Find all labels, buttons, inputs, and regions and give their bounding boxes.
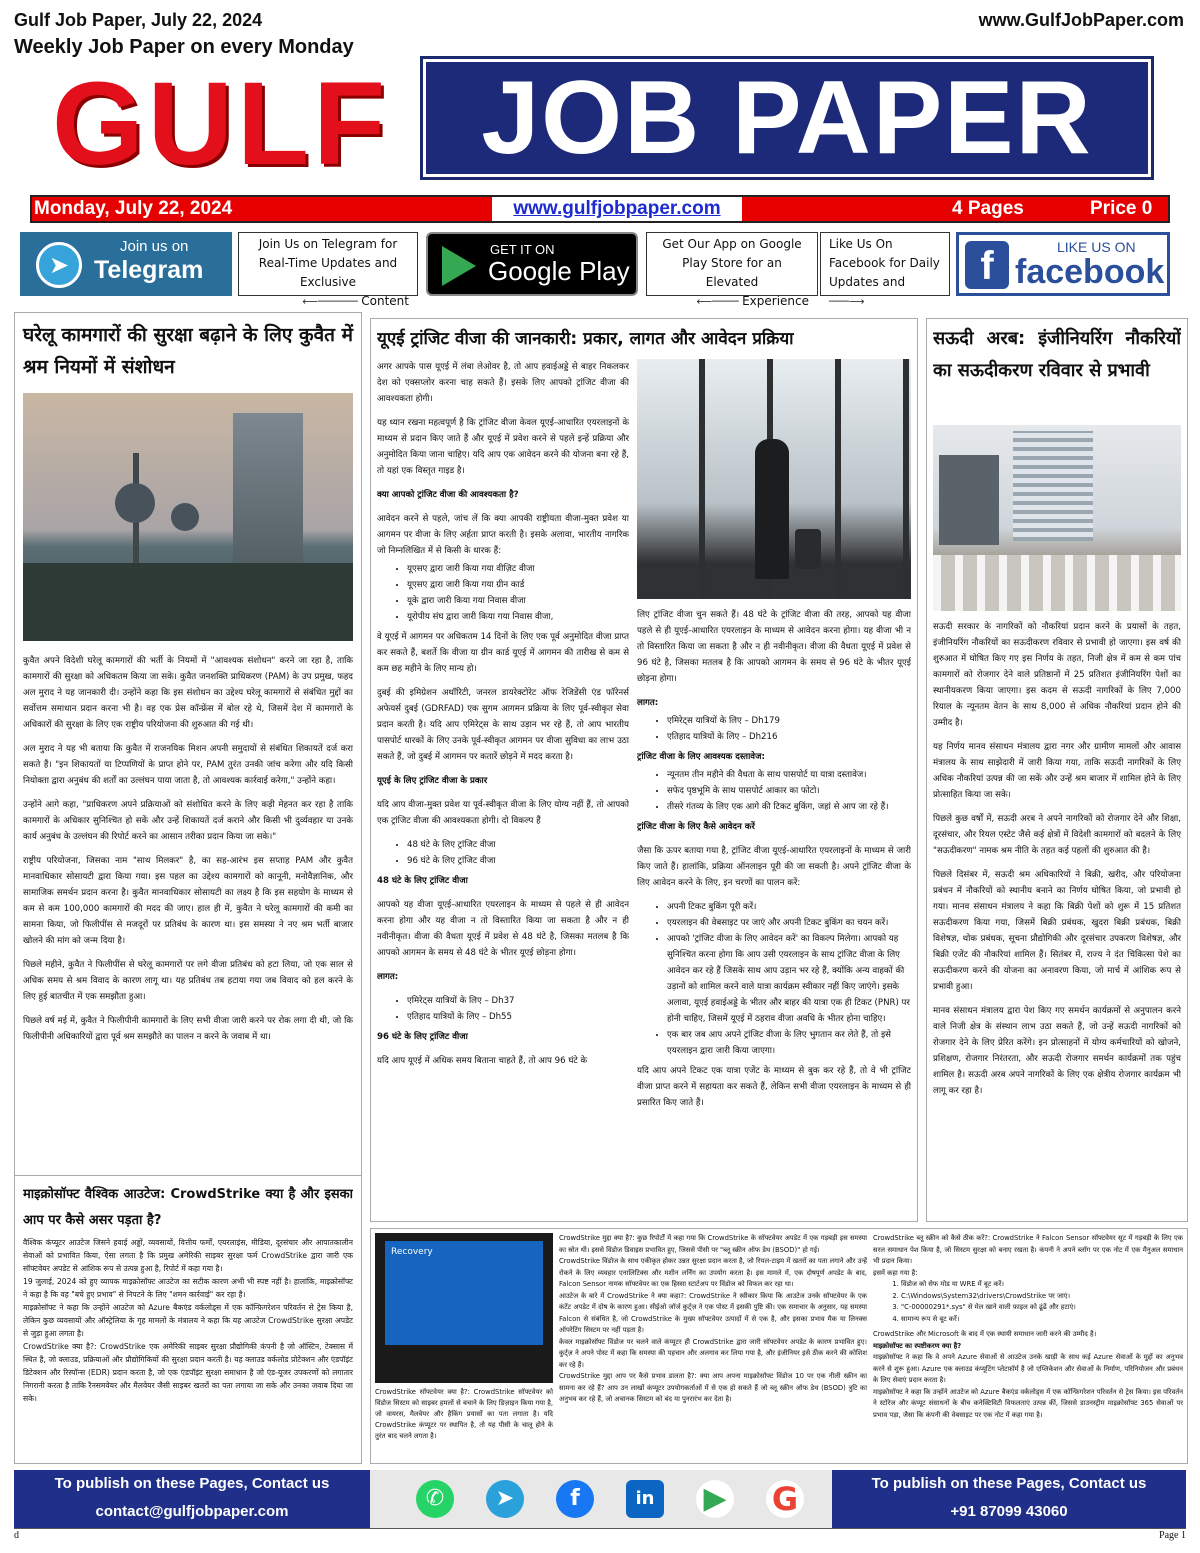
contact-phone[interactable]: +91 87099 43060 [950,1503,1068,1520]
crowdstrike-para: केवल माइक्रोसॉफ्ट विंडोज पर चलने वाले कंप्यूटर ही CrowdStrike द्वारा जारी सॉफ्टवेयर अपडेट के कारण प्रभावित हुए। कुर्ट्ज़ ने अपने पोस्ट में कहा कि समस्या की पहचान और अलगाव कर लिया गया है, और इंजीनियर इसे ठीक करने की कोशिश कर रहे हैं। [559,1337,867,1369]
microsoft-para: 19 जुलाई, 2024 को हुए व्यापक माइक्रोसॉफ्ट आउटेज का सटीक कारण अभी भी स्पष्ट नहीं है। हालांकि, माइक्रोसॉफ्ट ने कहा है कि वह "बचे हुए प्रभाव" से निपटने के लिए "शमन कार्रवाई" कर रहा है। [23,1277,353,1299]
list-item: • सफेद पृष्ठभूमि के साथ पासपोर्ट आकार का फोटो। [667,783,911,799]
telegram-icon: ➤ [36,242,82,288]
kuwait-para: अल मुराद ने यह भी बताया कि कुवैत में राजनयिक मिशन अपनी समुदायों से संबंधित शिकायतें दर्ज करा सकते हैं। "इन शिकायतों या टिप्पणियों के प्राप्त होने पर, PAM तुरंत उनकी जांच करेगा और यदि किसी नियोक्ता द्वारा अनुबंध की शर्तों का उल्लंघन पाया जाता है, तो आवश्यक कार्रवाई करेगा," उन्होंने कहा। [23,744,353,786]
page-bar-left: d [14,1530,19,1541]
page-rule [14,1528,1186,1529]
crowdstrike-para: CrowdStrike ब्लू स्क्रीन को कैसे ठीक करें?: CrowdStrike ने Falcon Sensor सॉफ्टवेयर सूट में गड़बड़ी के लिए एक सरल समाधान पेश किया है, जो सिस्टम सुरक्षा को बनाए रखता है। कंपनी ने अपने ब्लॉग पर एक नोट में एक मैनुअल समाधान भी प्रदान किया। [873,1234,1183,1265]
recovery-screen-photo [375,1233,553,1383]
telegram-badge-big: Telegram [94,256,204,284]
google-play-icon [442,246,476,286]
telegram-promo-tail: Content [361,294,409,308]
uae-para: आपको यह वीजा यूएई-आधारित एयरलाइन के माध्यम से पहले से ही आवेदन करना होगा और यह वीजा न तो विस्तारित किया जा सकता है और न ही नवीनीकृत। वीजा की वैधता यूएई में प्रवेश से 48 घंटे है, जिसका मतलब है कि आपको आगमन के समय से 48 घंटे के भीतर यूएई छोड़ना होगा। [377,900,629,958]
uae-subhead: क्या आपको ट्रांजिट वीजा की आवश्यकता है? [377,490,519,500]
facebook-promo [820,232,950,308]
recovery-screen [385,1241,543,1345]
airport-photo [637,359,911,599]
logo-job-paper [420,56,1154,180]
list-item: • एमिरेट्स यात्रियों के लिए – Dh179 [667,713,911,729]
google-play-small: GET IT ON [490,242,555,257]
telegram-icon[interactable]: ➤ [486,1480,524,1518]
crowdstrike-para: इसमें कहा गया है: [873,1268,918,1277]
logo-gulf: GULF [52,58,390,190]
microsoft-para: CrowdStrike क्या है?: CrowdStrike एक अमेरिकी साइबर सुरक्षा प्रौद्योगिकी कंपनी है जो ऑस्टिन, टेक्सास में स्थित है, जो क्लाउड, प्रक्रियाओं और प्रौद्योगिकियों की सुरक्षा प्रदान करती है। यह क्लाउड वर्कलोड प्रोटेक्शन और एंडपॉइंट डिटेक्शन और रिस्पॉन्स (EDR) प्रदान करता है, जो एक एंडपॉइंट सुरक्षा समाधान है जो एंड-यूजर उपकरणों को लगातार निगरानी करता है ताकि रैनसमवेयर और मैलवेयर जैसी साइबर खतरों का पता लगाया जा सके और उनका जवाब दिया जा सके। [23,1342,353,1403]
date-bar [30,195,1170,223]
list-item: 1. विंडोज को सेफ मोड या WRE में बूट करें। [901,1279,1183,1291]
facebook-promo-tail: Updates and [829,275,906,289]
uae-para: यदि आप यूएई में अधिक समय बिताना चाहते हैं, तो आप 96 घंटे के [377,1056,588,1066]
right-arrow-icon: ───⟶ [829,295,865,308]
kuwait-para: पिछले महीने, कुवैत ने फिलीपींस से घरेलू कामगारों पर लगे वीजा प्रतिबंध को हटा लिया, जो एक साल से अधिक समय से श्रम विवाद के कारण लागू था। यह प्रतिबंध तब हटाया गया जब विवाद को हल करने के लिए हुई बातचीत में एक समझौता हुआ। [23,960,353,1002]
kuwait-para: कुवैत अपने विदेशी घरेलू कामगारों की भर्ती के नियमों में "आवश्यक संशोधन" करने जा रहा है, ताकि कामगारों की सुरक्षा को अधिकतम किया जा सके। कुवैत जनशक्ति प्राधिकरण (PAM) के उप प्रमुख, फहद अल मुराद ने यह जानकारी दी। उन्होंने कहा कि इस संशोधन का उद्देश्य घरेलू कामगारों से संबंधित मुद्दों का सर्वोत्तम समाधान प्रदान करना भी है। वह एक प्रेस कॉन्फ्रेंस में बोल रहे थे, जिसमें देश में कामगारों के अधिकारों की सुरक्षा के लिए एक राष्ट्रीय परियोजना की शुरुआत की गई थी। [23,656,353,730]
saudi-para: मानव संसाधन मंत्रालय द्वारा पेश किए गए समर्थन कार्यक्रमों से अनुपालन करने वाले निजी क्षेत्र के संस्थान लाभ उठा सकते हैं, जो उन्हें सऊदी नागरिकों को रोजगार देने के लिए प्रेरित करेंगे। इन प्रोत्साहनों में योग्य कर्मचारियों को खोजने, प्रशिक्षण, रोजगार निरंतरता, और सऊदी रोजगार समर्थन कार्यक्रमों तक पहुंच शामिल है। सऊदी अरब अपने नागरिकों के लिए एक क्षेत्रीय रोजगार कार्यक्रम भी लागू कर रहा है। [933,1006,1181,1096]
list-item: • अपनी टिकट बुकिंग पूरी करें। [667,899,911,915]
uae-para: यदि आप वीजा-मुक्त प्रवेश या पूर्व-स्वीकृत वीजा के लिए योग्य नहीं हैं, तो आपको एक ट्रांजिट वीजा की आवश्यकता होगी। दो विकल्प हैं [377,800,629,826]
uae-subhead: लागत: [637,698,659,708]
crowdstrike-para: CrowdStrike विंडोज के साथ एकीकृत होकर उन्नत सुरक्षा प्रदान करता है, जो रियल-टाइम में खतरों का पता लगाने और उन्हें रोकने के लिए व्यवहार एनालिटिक्स और मशीन लर्निंग का उपयोग करता है। इस मामले में, एक दोषपूर्ण अपडेट के बाद, Falcon Sensor नामक सॉफ्टवेयर का एक हिस्सा स्टार्टअप पर विंडोज को विफल कर रहा था। [559,1257,867,1288]
crowdstrike-para: CrowdStrike मुद्दा आप पर कैसे प्रभाव डालता है?: क्या आप अपना माइक्रोसॉफ्ट विंडोज 10 पर एक नीली स्क्रीन का सामना कर रहे हैं? आप उन लाखों कंप्यूटर उपयोगकर्ताओं में से एक हो सकते हैं जो ब्लू स्क्रीन ऑफ डेथ (BSOD) त्रुटि का अनुभव कर रहे हैं, जो अचानक सिस्टम को बंद या पुनरारंभ कर देता है। [559,1372,867,1403]
saudi-article [926,318,1188,1222]
paper-date-line: Gulf Job Paper, July 22, 2024 [14,10,263,30]
contact-email[interactable]: contact@gulfjobpaper.com [95,1503,289,1520]
telegram-promo [238,232,418,308]
crowdstrike-para: CrowdStrike और Microsoft के बाद में एक स्थायी समाधान जारी करने की उम्मीद है। [873,1330,1097,1338]
linkedin-icon[interactable]: in [626,1480,664,1518]
list-item: 3. "C-00000291*.sys" से मेल खाने वाली फ़ाइल को ढूंढें और हटाएं। [901,1302,1183,1314]
kuwait-photo [23,393,353,641]
uae-para: वे यूएई में आगमन पर अधिकतम 14 दिनों के लिए एक पूर्व अनुमोदित वीजा प्राप्त कर सकते हैं, बशर्ते कि वीजा या ग्रीन कार्ड यूएई में आगमन की तारीख से कम से कम छह महीने के लिए मान्य हो। [377,632,629,674]
uae-article [370,318,918,1222]
website-link[interactable]: www.gulfjobpaper.com [492,197,742,221]
footer-contact-label: To publish on these Pages, Contact us [54,1475,330,1492]
whatsapp-icon[interactable]: ✆ [416,1480,454,1518]
uae-para: आवेदन करने से पहले, जांच लें कि क्या आपकी राष्ट्रीयता वीजा-मुक्त प्रवेश या आगमन पर वीजा के लिए अर्हता प्राप्त करती है। इसके अलावा, भारतीय नागरिक जो निम्नलिखित में से किसी के धारक हैं: [377,514,629,556]
footer-contact-phone [832,1470,1186,1528]
left-arrow-icon: ⟵──── [696,295,743,308]
google-play-big: Google Play [488,256,630,286]
uae-para: यह ध्यान रखना महत्वपूर्ण है कि ट्रांजिट वीजा केवल यूएई-आधारित एयरलाइनों के माध्यम से प्रदान किए जाते हैं और यूएई में प्रवेश करने से पहले इन्हें प्रक्रिया और अनुमोदित किया जाना चाहिए। यदि आप एक आवेदन करने की योजना बना रहे हैं, तो यहां एक विस्तृत गाइड है। [377,418,629,476]
weekly-tagline: Weekly Job Paper on every Monday [14,36,354,58]
list-item: • एयरलाइन की वेबसाइट पर जाएं और अपनी टिकट बुकिंग का चयन करें। [667,915,911,931]
crowdstrike-para: आउटेज के बारे में CrowdStrike ने क्या कहा?: CrowdStrike ने स्वीकार किया कि आउटेज उनके सॉफ्टवेयर के एक कंटेंट अपडेट में दोष के कारण हुआ। सीईओ जॉर्ज कुर्ट्ज़ ने एक पोस्ट में इसकी पुष्टि की। एक समाचार के अनुसार, यह समस्या Falcon से संबंधित है, जो CrowdStrike के मुख्य सॉफ्टवेयर उत्पादों में से एक है, और इसका प्रभाव मैक या लिनक्स ऑपरेटिंग सिस्टम पर नहीं पड़ता है। [559,1291,867,1334]
crowdstrike-para: माइक्रोसॉफ्ट ने कहा कि वे अपने Azure सेवाओं से आउटेज उनके खाड़ी के साथ कई Azure सेवाओं के मुद्दों का अनुभव करने से शुरू हुआ। Azure एक क्लाउड कंप्यूटिंग प्लेटफ़ॉर्म है जो एप्लिकेशन और सेवाओं के निर्माण, परिनियोजन और प्रबंधन के लिए सेवाएं प्रदान करता है। [873,1353,1183,1384]
uae-para: दुबई की इमिग्रेशन अथॉरिटी, जनरल डायरेक्टोरेट ऑफ रेजिडेंसी एंड फॉरेनर्स अफेयर्स दुबई (GDRFAD) एक सुगम आगमन प्रक्रिया के लिए पूर्व-स्वीकृत सेवा प्रदान करती है। यदि आप एमिरेट्स के साथ उड़ान भर रहे हैं, तो आप भारतीय पासपोर्ट धारकों के लिए उनके पूर्व-स्वीकृत आगमन पर वीजा सुविधा का लाभ उठा सकते हैं, जो दुबई में आगमन पर कतारें छोड़ने में मदद करता है। [377,688,629,762]
list-item: • आपको 'ट्रांजिट वीजा के लिए आवेदन करें' का विकल्प मिलेगा। आपको यह सुनिश्चित करना होगा कि आप उसी एयरलाइन के साथ ट्रांजिट वीजा के लिए आवेदन कर रहे हैं जिसके साथ आप उड़ान भर रहे हैं, क्योंकि अन्य वाहकों की उड़ानों को शामिल करने वाले यात्रा कार्यक्रम स्वीकार नहीं किए जाएंगे। इसके अलावा, यूएई हवाईअड्डे के भीतर और बाहर की यात्रा एक ही टिकट (PNR) पर होनी चाहिए, जिसमें यूएई में ठहराव वीजा अवधि के भीतर होना चाहिए। [667,931,911,1027]
google-play-badge[interactable] [426,232,638,296]
footer-contact-label: To publish on these Pages, Contact us [871,1475,1147,1492]
saudi-photo [933,425,1181,611]
saudi-para: पिछले कुछ वर्षों में, सऊदी अरब ने अपने नागरिकों को रोजगार देने और शिक्षा, दूरसंचार, और रियल एस्टेट जैसे कई क्षेत्रों में विदेशी कामगारों को बदलने के लिए "सऊदीकरण" नामक श्रम नीति के तहत कई पहलों की शुरुआत की है। [933,814,1181,856]
microsoft-para: वैश्विक कंप्यूटर आउटेज जिसने हवाई अड्डों, व्यवसायों, वित्तीय फर्मों, एयरलाइंस, मीडिया, दूरसंचार और आपातकालीन सेवाओं को प्रभावित किया, ऐसा लगता है कि प्रमुख अमेरिकी साइबर सुरक्षा फर्म CrowdStrike द्वारा जारी एक सॉफ्टवेयर अपडेट से आंशिक रूप से उत्पन्न हुआ है, रिपोर्ट में कहा गया है। [23,1238,353,1273]
crowdstrike-caption: CrowdStrike सॉफ्टवेयर क्या है?: CrowdStrike सॉफ्टवेयर को विंडोज सिस्टम को साइबर हमलों से बचाने के लिए डिज़ाइन किया गया है, जो वायरस, मैलवेयर और हैकिंग प्रयासों का पता लगाता है। यदि CrowdStrike कंप्यूटर पर स्थापित है, तो यह पीसी के चालू होने के तुरंत बाद चलने लगता है। [375,1388,553,1440]
page-number: Page 1 [1159,1530,1186,1541]
list-item: • यूएसए द्वारा जारी किया गया ग्रीन कार्ड [407,577,629,593]
uae-cost-96-list [667,713,911,745]
uae-headline: यूएई ट्रांजिट वीजा की जानकारी: प्रकार, लागत और आवेदन प्रक्रिया [377,329,794,349]
footer [14,1470,1186,1528]
facebook-badge-small: LIKE US ON [1057,239,1136,255]
uae-para: लिए ट्रांजिट वीजा चुन सकते हैं। 48 घंटे के ट्रांजिट वीजा की तरह, आपको यह वीजा पहले से ही यूएई-आधारित एयरलाइन के माध्यम से आवेदन करना होगा। यह वीजा भी न तो विस्तारित किया जा सकता है और न ही नवीनीकृत। वीजा की वैधता यूएई में प्रवेश से 96 घंटे है, जिसका मतलब है कि आपको आगमन के समय से 96 घंटे के भीतर यूएई छोड़ना होगा। [637,610,911,684]
facebook-promo-text: Like Us On Facebook for Daily [829,237,940,270]
app-promo-text: Get Our App on Google Play Store for an Elevated [662,237,802,289]
facebook-badge[interactable] [956,232,1170,296]
saudi-headline: सऊदी अरब: इंजीनियरिंग नौकरियों का सऊदीकरण रविवार से प्रभावी [933,328,1181,381]
issue-date: Monday, July 22, 2024 [34,198,233,219]
uae-para: यदि आप अपने टिकट एक यात्रा एजेंट के माध्यम से बुक कर रहे हैं, तो वे भी ट्रांजिट वीजा प्राप्त करने में सहायता कर सकते हैं, लेकिन सभी वीजा एयरलाइन के माध्यम से ही प्रसारित किए जाते हैं। [637,1066,911,1108]
list-item: • एमिरेट्स यात्रियों के लिए – Dh37 [407,993,629,1009]
uae-docs-list [667,767,911,815]
list-item: • एतिहाद यात्रियों के लिए – Dh55 [407,1009,629,1025]
uae-types-list [407,837,629,869]
uae-cost-48-list [407,993,629,1025]
uae-subhead: ट्रांजिट वीजा के लिए आवश्यक दस्तावेज: [637,752,765,762]
saudi-para: पिछले दिसंबर में, सऊदी श्रम अधिकारियों ने बिक्री, खरीद, और परियोजना प्रबंधन में नौकरियों को स्थानीय बनाने का निर्णय घोषित किया, जो प्रभावी हो गया। मानव संसाधन मंत्रालय ने कहा कि बिक्री पेशों को शुरू में 15 प्रतिशत सऊदीकरण किया गया, जिसमें बिक्री प्रबंधक, खुदरा बिक्री प्रबंधक, बिक्री विशेषज्ञ, थोक प्रबंधक, सूचना प्रौद्योगिकी और दूरसंचार उपकरण विशेषज्ञ, और बिक्री एजेंट की नौकरियां शामिल हैं। सितंबर में, राज्य ने दंत चिकित्सा पेशे का सऊदीकरण करने की योजना का अनावरण किया, जो मार्च में आंशिक रूप से प्रभावी हुआ। [933,870,1181,992]
uae-subhead: 96 घंटे के लिए ट्रांजिट वीजा [377,1032,468,1042]
list-item: • 48 घंटे के लिए ट्रांजिट वीजा [407,837,629,853]
crowdstrike-para: CrowdStrike मुद्दा क्या है?: कुछ रिपोर्टों में कहा गया कि CrowdStrike के सॉफ्टवेयर अपडेट में एक गड़बड़ी इस समस्या का स्रोत थी। इससे विंडोज डिवाइस प्रभावित हुए, जिससे पीसी पर "ब्लू स्क्रीन ऑफ डेथ (BSOD)" हो गई। [559,1234,867,1254]
crowdstrike-article [370,1228,1188,1464]
telegram-badge-small: Join us on [120,238,189,255]
list-item: 4. सामान्य रूप से बूट करें। [901,1314,1183,1326]
recovery-screen-text: Recovery [391,1247,433,1257]
microsoft-headline: माइक्रोसॉफ्ट वैश्विक आउटेज: CrowdStrike क्या है और इसका आप पर कैसे असर पड़ता है? [23,1187,353,1228]
list-item: • 96 घंटे के लिए ट्रांजिट वीजा [407,853,629,869]
facebook-badge-big: facebook [1015,253,1165,291]
telegram-promo-text: Join Us on Telegram for Real-Time Updates and Exclusive [258,237,398,289]
uae-subhead: 48 घंटे के लिए ट्रांजिट वीजा [377,876,468,886]
left-arrow-icon: ⟵────── [302,295,362,308]
list-item: • एक बार जब आप अपने ट्रांजिट वीजा के लिए भुगतान कर लेते हैं, तो इसे एयरलाइन द्वारा जारी किया जाएगा। [667,1027,911,1059]
footer-contact-email [14,1470,370,1528]
price: Price 0 [1090,198,1153,219]
saudi-para: यह निर्णय मानव संसाधन मंत्रालय द्वारा नगर और ग्रामीण मामलों और आवास मंत्रालय के साथ साझेदारी में जारी किया गया, ताकि सऊदी नागरिकों के लिए अधिक नौकरियां उत्पन्न की जा सकें और उन्हें श्रम बाजार में शामिल होने के लिए प्रोत्साहित किया जा सके। [933,742,1181,800]
uae-para: जैसा कि ऊपर बताया गया है, ट्रांजिट वीजा यूएई-आधारित एयरलाइनों के माध्यम से जारी किए जाते हैं। हालांकि, प्रक्रिया ऑनलाइन पूरी की जा सकती है। अपने ट्रांजिट वीजा के लिए आवेदन करने के लिए, इन चरणों का पालन करें: [637,846,911,888]
telegram-badge[interactable] [20,232,232,296]
crowdstrike-para: माइक्रोसॉफ्ट ने कहा कि उन्होंने आउटेज को Azure बैकएंड वर्कलोड्स में एक कॉन्फ़िगरेशन परिवर्तन से ट्रेस किया। इस परिवर्तन ने स्टोरेज और कंप्यूट संसाधनों के बीच कनेक्टिविटी विफलताएं उत्पन्न कीं, जिससे डाउनस्ट्रीम माइक्रोसॉफ्ट 365 सेवाओं पर प्रभाव पड़ा, जैसा कि कंपनी की वेबसाइट पर एक नोट में कहा गया है। [873,1387,1183,1419]
kuwait-headline: घरेलू कामगारों की सुरक्षा बढ़ाने के लिए कुवैत में श्रम नियमों में संशोधन [23,324,353,378]
list-item: • यूएसए द्वारा जारी किया गया वीज़िट वीजा [407,561,629,577]
crowdstrike-steps [901,1279,1183,1325]
microsoft-para: माइक्रोसॉफ्ट ने कहा कि उन्होंने आउटेज को Azure बैकएंड वर्कलोड्स में एक कॉन्फ़िगरेशन परिवर्तन से ट्रेस किया है, लेकिन कुछ व्यवसायों और ऑस्ट्रेलिया के गृह मामलों के मंत्रालय ने कहा कि यह आउटेज CrowdStrike सुरक्षा अपडेट से जुड़ा हुआ लगता है। [23,1303,353,1338]
uae-subhead: ट्रांजिट वीजा के लिए कैसे आवेदन करें [637,822,755,832]
list-item: • तीसरे गंतव्य के लिए एक आगे की टिकट बुकिंग, जहां से आप जा रहे हैं। [667,799,911,815]
facebook-icon[interactable]: f [556,1480,594,1518]
facebook-icon: f [965,241,1009,289]
google-play-icon[interactable]: ▶ [696,1480,734,1518]
kuwait-para: राष्ट्रीय परियोजना, जिसका नाम "साथ मिलकर" है, का सह-आरंभ इस सप्ताह PAM और कुवैत मानवाधिकार सोसायटी द्वारा किया गया। इस पहल का उद्देश्य कामगारों को कानूनी, मनोवैज्ञानिक, और सामाजिक समर्थन प्रदान करना है। कुवैत मानवाधिकार सोसायटी का लक्ष्य है कि इस सहयोग के माध्यम से कम से कम 100,000 कामगारों की मदद की जाए। हाल ही में, कुवैत ने घरेलू कामगारों की कमी का सामना किया, जो फिलीपींस से मजदूरों पर प्रतिबंध के कारण था। इस समस्या ने नए श्रम भर्ती बाजार खोलने की मांग को जन्म दिया है। [23,856,353,946]
saudi-para: सऊदी सरकार के नागरिकों को नौकरियां प्रदान करने के प्रयासों के तहत, इंजीनियरिंग नौकरियों का सऊदीकरण रविवार से प्रभावी हो जाएगा। इस वर्ष की शुरुआत में घोषित किए गए इस निर्णय के तहत, निजी क्षेत्र में कम से कम पांच कामगारों को रोजगार देने वाले प्रतिष्ठानों में 25 प्रतिशत इंजीनियरिंग पेशों का स्थानीयकरण किया जाएगा। इस कदम से सऊदी नागरिकों के लिए 7,000 रियाल के न्यूनतम वेतन के साथ 8,000 से अधिक नौकरियां प्रदान होने की उम्मीद है। [933,622,1181,728]
uae-para: अगर आपके पास यूएई में लंबा लेओवर है, तो आप हवाईअड्डे से बाहर निकलकर देश को एक्सप्लोर करना चाह सकते हैं। इसके लिए आपको ट्रांजिट वीजा की आवश्यकता होगी। [377,362,629,404]
app-promo-tail: Experience [742,294,809,308]
page-count: 4 Pages [952,198,1024,219]
uae-subhead: लागत: [377,972,399,982]
list-item: 2. C:\Windows\System32\drivers\CrowdStrike पर जाएं। [901,1291,1183,1303]
kuwait-para: उन्होंने आगे कहा, "प्राधिकरण अपने प्रक्रियाओं को संशोधित करने के लिए कड़ी मेहनत कर रहा है ताकि कामगारों के अधिकार सुनिश्चित हो सकें और उन्हें शिकायतें दर्ज कराने और किसी भी दुर्व्यवहार या उनके कार्य अनुबंध के उल्लंघन की रिपोर्ट करने का आसान तरीका प्रदान किया जा सके।" [23,800,353,842]
google-icon[interactable]: G [766,1480,804,1518]
crowdstrike-subhead: माइक्रोसॉफ्ट का स्पष्टीकरण क्या है? [873,1341,962,1350]
list-item: • यूके द्वारा जारी किया गया निवास वीजा [407,593,629,609]
site-link[interactable]: www.GulfJobPaper.com [978,10,1184,30]
list-item: • यूरोपीय संघ द्वारा जारी किया गया निवास वीजा, [407,609,629,625]
kuwait-article [14,312,362,1464]
logo-job-paper-text: JOB PAPER [426,62,1148,174]
uae-subhead: यूएई के लिए ट्रांजिट वीजा के प्रकार [377,776,488,786]
uae-steps-list [667,899,911,1059]
uae-holder-list [407,561,629,625]
kuwait-para: पिछले वर्ष मई में, कुवैत ने फिलीपीनी कामगारों के लिए सभी वीजा जारी करने पर रोक लगा दी थी, जो कि फिलीपीनी अधिकारियों द्वारा पूर्व श्रम समझौते का पालन न करने के जवाब में था। [23,1016,353,1042]
list-item: • एतिहाद यात्रियों के लिए – Dh216 [667,729,911,745]
list-item: • न्यूनतम तीन महीने की वैधता के साथ पासपोर्ट या यात्रा दस्तावेज। [667,767,911,783]
app-promo [646,232,818,308]
